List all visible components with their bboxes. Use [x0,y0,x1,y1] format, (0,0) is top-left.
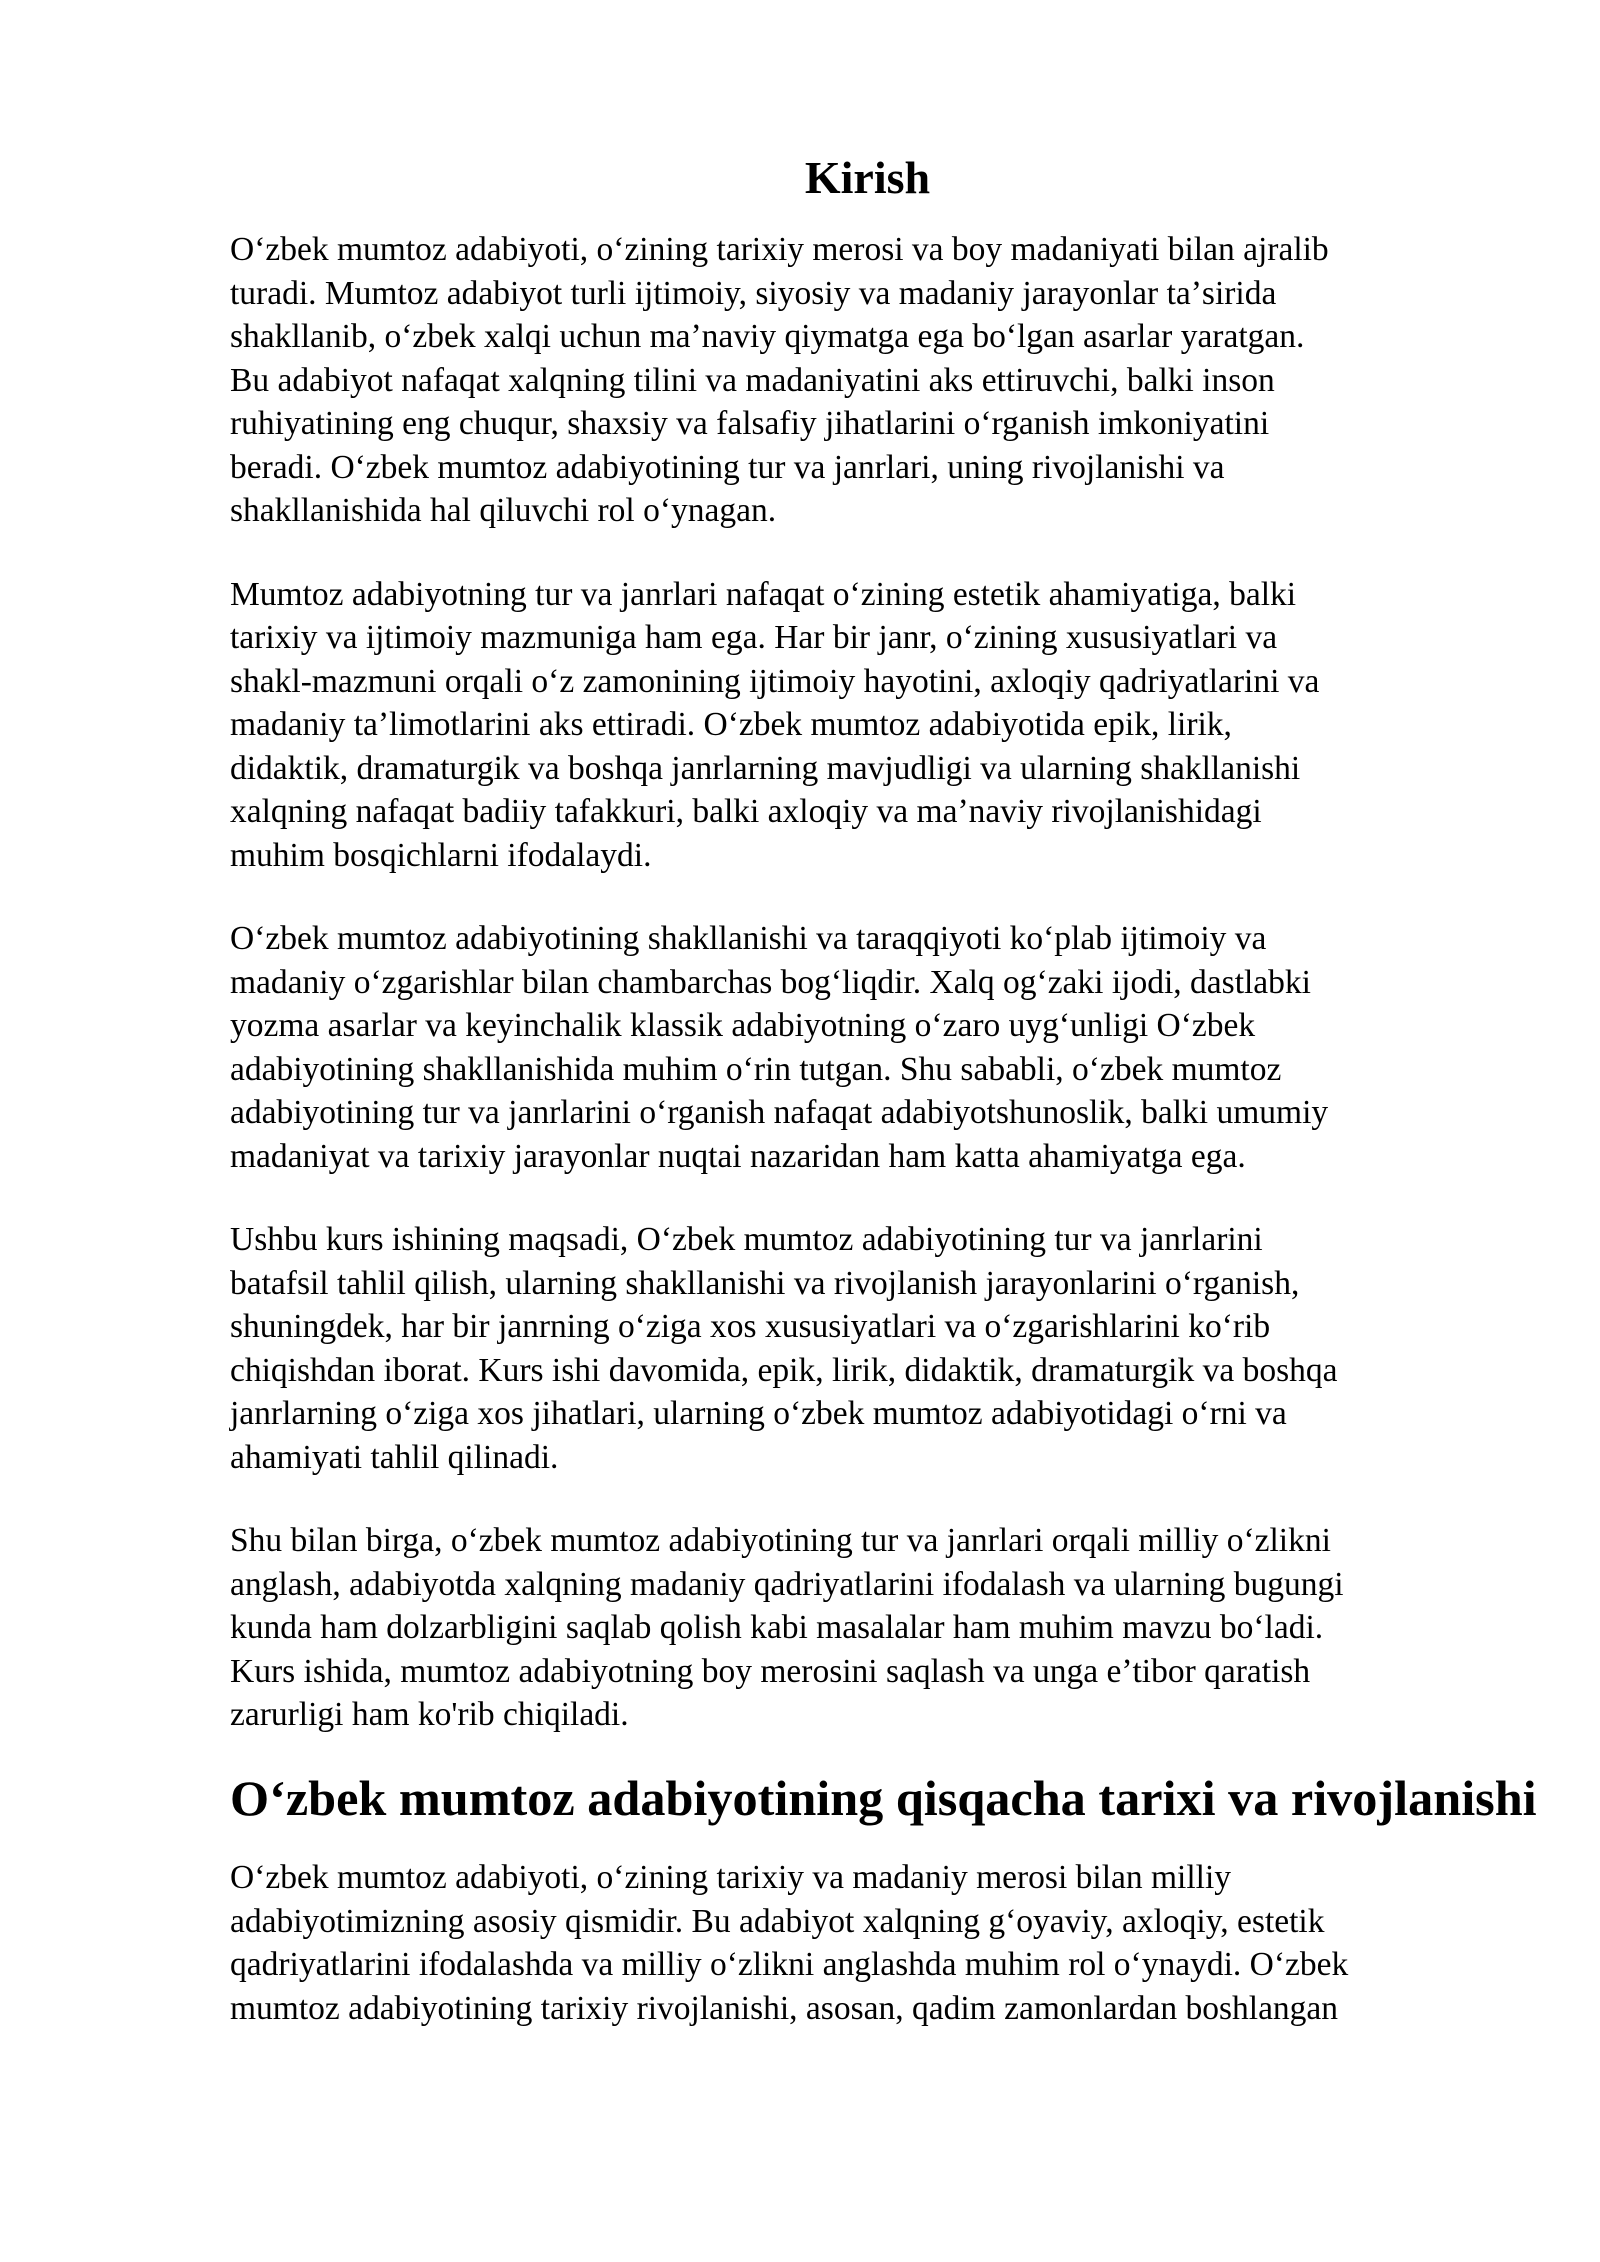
document-page [230,150,1537,2070]
paragraph-line: ruhiyatining eng chuqur, shaxsiy va falsafiy jihatlarini oʻrganish imkoniyatini [230,405,1270,442]
paragraph-5 [230,1519,1505,1737]
paragraph-line: chiqishdan iborat. Kurs ishi davomida, epik, lirik, didaktik, dramaturgik va boshqa [230,1351,1338,1389]
paragraph-line: yozma asarlar va keyinchalik klassik adabiyotning oʻzaro uygʻunligi Oʻzbek [230,1007,1256,1044]
paragraph-line: qadriyatlarini ifodalashda va milliy oʻzlikni anglashda muhim rol oʻynaydi. Oʻzbek [230,1946,1349,1983]
paragraph-line: Oʻzbek mumtoz adabiyoti, oʻzining tarixiy merosi va boy madaniyati bilan ajralib [230,231,1329,268]
paragraph-2 [230,573,1505,878]
paragraph-4 [230,1218,1505,1479]
section-heading: Oʻzbek mumtoz adabiyotining qisqacha tarixi va rivojlanishi [230,1769,1537,1826]
paragraph-line: madaniyat va tarixiy jarayonlar nuqtai nazaridan ham katta ahamiyatga ega. [230,1137,1246,1175]
paragraph-line: shakl-mazmuni orqali oʻz zamonining ijtimoiy hayotini, axloqiy qadriyatlarini va [230,662,1320,700]
paragraph-line: zarurligi ham ko'rib chiqiladi. [230,1696,629,1733]
paragraph-line: xalqning nafaqat badiiy tafakkuri, balki axloqiy va maʼnaviy rivojlanishidagi [230,793,1262,830]
paragraph-line: tarixiy va ijtimoiy mazmuniga ham ega. Har bir janr, oʻzining xususiyatlari va [230,619,1278,656]
paragraph-line: adabiyotimizning asosiy qismidir. Bu adabiyot xalqning gʻoyaviy, axloqiy, estetik [230,1902,1325,1940]
paragraph-line: didaktik, dramaturgik va boshqa janrlarning mavjudligi va ularning shakllanishi [230,749,1301,787]
paragraph-line: shuningdek, har bir janrning oʻziga xos xususiyatlari va oʻzgarishlarini koʻrib [230,1308,1271,1345]
paragraph-line: turadi. Mumtoz adabiyot turli ijtimoiy, siyosiy va madaniy jarayonlar taʼsirida [230,274,1277,312]
paragraph-line: anglash, adabiyotda xalqning madaniy qadriyatlarini ifodalash va ularning bugungi [230,1565,1344,1603]
paragraph-line: mumtoz adabiyotining tarixiy rivojlanishi, asosan, qadim zamonlardan boshlangan [230,1989,1339,2027]
paragraph-line: ahamiyati tahlil qilinadi. [230,1438,559,1476]
paragraph-line: Oʻzbek mumtoz adabiyotining shakllanishi va taraqqiyoti koʻplab ijtimoiy va [230,920,1267,957]
paragraph-line: batafsil tahlil qilish, ularning shakllanishi va rivojlanish jarayonlarini oʻrganish, [230,1264,1300,1302]
paragraph-line: Kurs ishida, mumtoz adabiyotning boy merosini saqlash va unga eʼtibor qaratish [230,1652,1311,1690]
paragraph-6 [230,1856,1505,2030]
paragraph-line: Ushbu kurs ishining maqsadi, Oʻzbek mumtoz adabiyotining tur va janrlarini [230,1221,1263,1258]
paragraph-line: janrlarning oʻziga xos jihatlari, ularning oʻzbek mumtoz adabiyotidagi oʻrni va [230,1395,1287,1432]
paragraph-line: Bu adabiyot nafaqat xalqning tilini va madaniyatini aks ettiruvchi, balki inson [230,361,1275,399]
paragraph-line: adabiyotining tur va janrlarini oʻrganish nafaqat adabiyotshunoslik, balki umumiy [230,1094,1329,1131]
page-title: Kirish [804,152,931,203]
paragraph-line: Oʻzbek mumtoz adabiyoti, oʻzining tarixiy va madaniy merosi bilan milliy [230,1859,1232,1896]
paragraph-1 [230,228,1505,533]
paragraph-line: Mumtoz adabiyotning tur va janrlari nafaqat oʻzining estetik ahamiyatiga, balki [230,575,1297,613]
paragraph-line: Shu bilan birga, oʻzbek mumtoz adabiyotining tur va janrlari orqali milliy oʻzlikni [230,1522,1331,1559]
paragraph-line: shakllanib, oʻzbek xalqi uchun maʼnaviy qiymatga ega boʻlgan asarlar yaratgan. [230,318,1305,355]
paragraph-line: muhim bosqichlarni ifodalaydi. [230,836,652,874]
paragraph-line: shakllanishida hal qiluvchi rol oʻynagan. [230,492,777,529]
paragraph-line: kunda ham dolzarbligini saqlab qolish kabi masalalar ham muhim mavzu boʻladi. [230,1609,1324,1646]
paragraph-line: madaniy taʼlimotlarini aks ettiradi. Oʻzbek mumtoz adabiyotida epik, lirik, [230,706,1232,743]
paragraph-line: beradi. Oʻzbek mumtoz adabiyotining tur va janrlari, uning rivojlanishi va [230,448,1225,486]
paragraph-line: madaniy oʻzgarishlar bilan chambarchas bogʻliqdir. Xalq ogʻzaki ijodi, dastlabki [230,963,1311,1001]
paragraph-line: adabiyotining shakllanishida muhim oʻrin tutgan. Shu sababli, oʻzbek mumtoz [230,1050,1282,1088]
paragraph-3 [230,917,1505,1178]
